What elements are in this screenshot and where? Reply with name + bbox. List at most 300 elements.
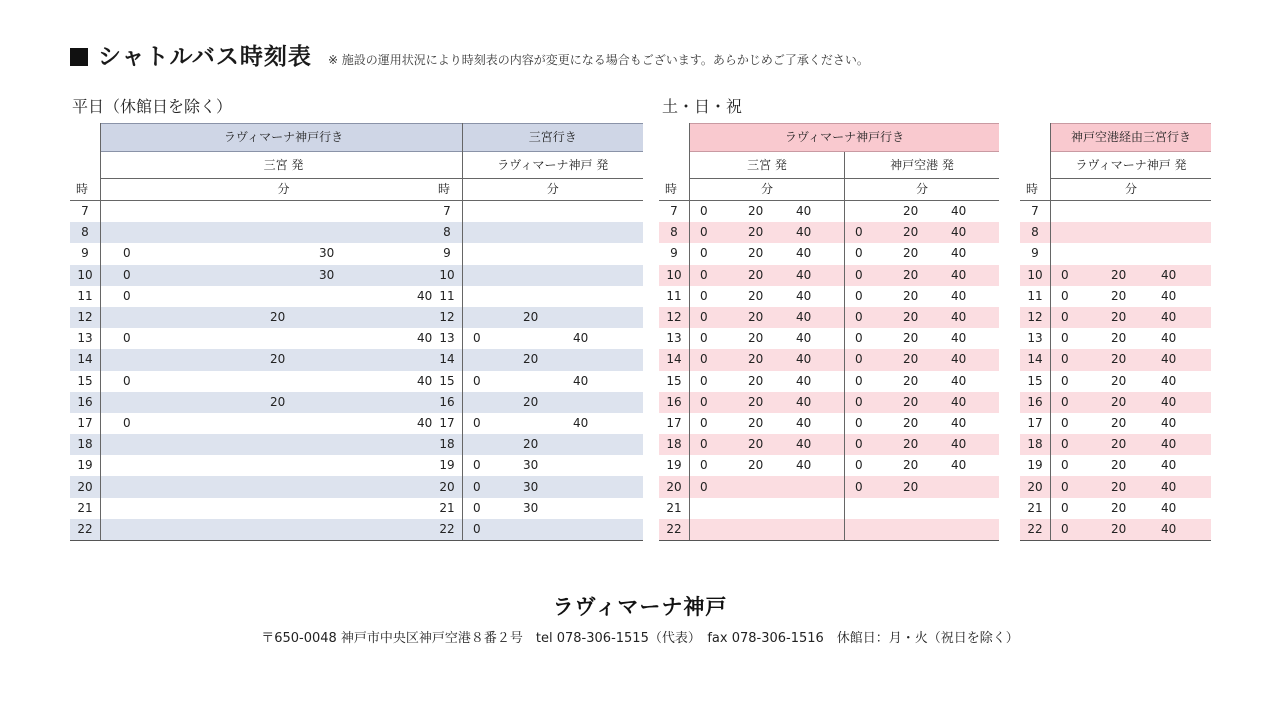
departure-minute: 20	[903, 373, 919, 388]
departure-minute: 0	[700, 310, 708, 325]
column-header-row	[1020, 179, 1211, 201]
departure-minute: 0	[123, 373, 131, 388]
minutes-cell	[845, 222, 1000, 243]
departure-minute: 20	[523, 437, 539, 452]
departure-minute: 40	[951, 204, 967, 219]
departure-minute: 20	[1111, 267, 1127, 282]
timetable	[70, 123, 466, 541]
hour-row	[432, 222, 643, 243]
hour-cell: 14	[432, 349, 463, 370]
hour-row	[70, 434, 466, 455]
page-header	[70, 38, 869, 71]
departure-minute: 20	[903, 310, 919, 325]
departure-minute: 30	[523, 500, 539, 515]
minutes-cell	[845, 349, 1000, 370]
departure-minute: 40	[417, 331, 433, 346]
hour-row	[432, 519, 643, 541]
minutes-cell	[690, 222, 845, 243]
minutes-cell	[1051, 413, 1212, 434]
minutes-cell	[101, 413, 467, 434]
departure-minute: 0	[700, 331, 708, 346]
departure-minute: 40	[796, 310, 812, 325]
minutes-cell	[690, 349, 845, 370]
minutes-cell	[101, 519, 467, 541]
departure-stop-label: ラヴィマーナ神戸 発	[463, 152, 643, 179]
departure-minute: 40	[1161, 458, 1177, 473]
departure-minute: 0	[700, 394, 708, 409]
departure-minute: 20	[748, 246, 764, 261]
timetable	[659, 123, 999, 541]
hour-row	[70, 243, 466, 264]
hour-row	[1020, 434, 1211, 455]
departure-minute: 20	[523, 352, 539, 367]
minutes-cell	[690, 498, 845, 519]
minutes-cell	[690, 243, 845, 264]
hour-cell: 19	[1020, 455, 1051, 476]
departure-minute: 0	[855, 458, 863, 473]
hour-row	[432, 286, 643, 307]
hour-cell: 12	[659, 307, 690, 328]
hour-header: 時	[1020, 179, 1051, 201]
departure-minute: 40	[951, 267, 967, 282]
departure-minute: 0	[855, 331, 863, 346]
departure-row	[1020, 152, 1211, 179]
hour-header: 時	[659, 179, 690, 201]
hour-row	[432, 265, 643, 286]
hour-cell: 18	[1020, 434, 1051, 455]
departure-minute: 0	[1061, 437, 1069, 452]
departure-minute: 40	[417, 415, 433, 430]
hour-row	[70, 328, 466, 349]
hour-cell: 12	[432, 307, 463, 328]
hour-row	[1020, 201, 1211, 223]
hour-cell: 21	[432, 498, 463, 519]
departure-minute: 0	[700, 204, 708, 219]
departure-minute: 20	[1111, 479, 1127, 494]
hour-cell: 7	[1020, 201, 1051, 223]
minutes-cell	[101, 371, 467, 392]
hour-cell: 8	[1020, 222, 1051, 243]
departure-minute: 0	[473, 500, 481, 515]
hour-cell: 11	[432, 286, 463, 307]
hour-row	[70, 265, 466, 286]
departure-minute: 40	[1161, 521, 1177, 536]
hour-cell: 8	[432, 222, 463, 243]
departure-minute: 40	[951, 373, 967, 388]
departure-stop-label: 神戸空港 発	[845, 152, 1000, 179]
departure-minute: 40	[573, 415, 589, 430]
hour-cell: 22	[1020, 519, 1051, 541]
hour-row	[1020, 498, 1211, 519]
minutes-cell	[845, 286, 1000, 307]
departure-minute: 40	[951, 437, 967, 452]
minutes-cell	[463, 349, 643, 370]
hour-cell: 17	[659, 413, 690, 434]
hour-cell: 13	[659, 328, 690, 349]
departure-minute: 20	[903, 352, 919, 367]
hour-row	[659, 498, 999, 519]
minutes-cell	[463, 498, 643, 519]
minutes-cell	[463, 476, 643, 497]
minutes-cell	[463, 328, 643, 349]
departure-minute: 40	[573, 331, 589, 346]
departure-minute: 0	[855, 373, 863, 388]
departure-minute: 20	[1111, 521, 1127, 536]
minutes-cell	[690, 286, 845, 307]
departure-minute: 20	[748, 225, 764, 240]
minutes-cell	[845, 328, 1000, 349]
minutes-cell	[463, 307, 643, 328]
minutes-cell	[845, 413, 1000, 434]
minute-header: 分	[463, 179, 643, 201]
departure-minute: 0	[855, 267, 863, 282]
hour-cell: 22	[70, 519, 101, 541]
departure-minute: 0	[123, 331, 131, 346]
hour-row	[1020, 286, 1211, 307]
minutes-cell	[101, 476, 467, 497]
departure-minute: 0	[700, 415, 708, 430]
hour-cell: 18	[659, 434, 690, 455]
minutes-cell	[1051, 307, 1212, 328]
hour-row	[70, 498, 466, 519]
departure-minute: 0	[855, 479, 863, 494]
departure-minute: 30	[319, 267, 335, 282]
hour-cell: 20	[659, 476, 690, 497]
hour-row	[70, 201, 466, 223]
departure-minute: 20	[1111, 310, 1127, 325]
minutes-cell	[1051, 201, 1212, 223]
departure-minute: 40	[796, 415, 812, 430]
hour-row	[659, 307, 999, 328]
departure-minute: 40	[951, 352, 967, 367]
hour-row	[70, 307, 466, 328]
departure-minute: 0	[855, 246, 863, 261]
departure-minute: 0	[1061, 288, 1069, 303]
hour-cell: 17	[70, 413, 101, 434]
departure-minute: 40	[417, 288, 433, 303]
departure-minute: 40	[796, 288, 812, 303]
departure-minute: 20	[748, 458, 764, 473]
hour-row	[432, 434, 643, 455]
departure-minute: 40	[951, 310, 967, 325]
hour-cell: 20	[432, 476, 463, 497]
hour-cell: 8	[659, 222, 690, 243]
hour-cell: 20	[70, 476, 101, 497]
departure-minute: 20	[903, 415, 919, 430]
hour-row	[659, 476, 999, 497]
minutes-cell	[690, 455, 845, 476]
hour-cell: 11	[1020, 286, 1051, 307]
minutes-cell	[845, 201, 1000, 223]
hour-row	[70, 519, 466, 541]
hour-row	[659, 434, 999, 455]
hour-row	[1020, 265, 1211, 286]
hour-row	[432, 243, 643, 264]
departure-minute: 40	[573, 373, 589, 388]
departure-minute: 0	[855, 415, 863, 430]
minutes-cell	[101, 243, 467, 264]
departure-minute: 20	[748, 310, 764, 325]
minutes-cell	[101, 498, 467, 519]
departure-minute: 40	[951, 458, 967, 473]
departure-minute: 0	[1061, 267, 1069, 282]
departure-minute: 20	[903, 458, 919, 473]
minutes-cell	[1051, 498, 1212, 519]
hour-row	[432, 392, 643, 413]
hour-row	[1020, 413, 1211, 434]
minutes-cell	[463, 371, 643, 392]
hour-cell: 12	[1020, 307, 1051, 328]
departure-minute: 20	[270, 310, 286, 325]
departure-minute: 0	[855, 352, 863, 367]
hour-row	[432, 201, 643, 223]
minutes-cell	[1051, 243, 1212, 264]
minutes-cell	[101, 286, 467, 307]
departure-minute: 20	[1111, 352, 1127, 367]
hour-cell: 14	[659, 349, 690, 370]
minutes-cell	[845, 455, 1000, 476]
departure-minute: 40	[796, 437, 812, 452]
departure-minute: 0	[1061, 352, 1069, 367]
minutes-cell	[101, 201, 467, 223]
departure-minute: 0	[700, 246, 708, 261]
departure-minute: 40	[796, 225, 812, 240]
minutes-cell	[101, 455, 467, 476]
hour-cell: 7	[659, 201, 690, 223]
departure-minute: 20	[748, 331, 764, 346]
departure-minute: 0	[1061, 331, 1069, 346]
minutes-cell	[463, 265, 643, 286]
departure-minute: 20	[1111, 500, 1127, 515]
route-title-row	[432, 124, 643, 152]
departure-minute: 0	[700, 352, 708, 367]
departure-minute: 0	[473, 415, 481, 430]
minutes-cell	[1051, 476, 1212, 497]
minutes-cell	[1051, 371, 1212, 392]
hour-row	[659, 328, 999, 349]
timetable	[1020, 123, 1211, 541]
hour-cell: 15	[659, 371, 690, 392]
hour-row	[659, 286, 999, 307]
minutes-cell	[463, 243, 643, 264]
departure-minute: 40	[796, 373, 812, 388]
departure-minute: 40	[1161, 373, 1177, 388]
hour-row	[659, 413, 999, 434]
hour-cell: 10	[1020, 265, 1051, 286]
minutes-cell	[845, 392, 1000, 413]
departure-minute: 20	[748, 373, 764, 388]
departure-minute: 20	[748, 204, 764, 219]
departure-minute: 0	[700, 373, 708, 388]
departure-minute: 0	[473, 479, 481, 494]
hour-cell: 21	[70, 498, 101, 519]
departure-minute: 40	[796, 331, 812, 346]
hour-row	[659, 455, 999, 476]
hour-cell: 22	[432, 519, 463, 541]
departure-minute: 40	[951, 246, 967, 261]
departure-minute: 0	[1061, 521, 1069, 536]
hour-cell: 14	[70, 349, 101, 370]
venue-name: ラヴィマーナ神戸	[552, 595, 728, 619]
minutes-cell	[690, 392, 845, 413]
departure-minute: 0	[1061, 500, 1069, 515]
minutes-cell	[101, 349, 467, 370]
departure-row	[70, 152, 466, 179]
departure-minute: 20	[1111, 458, 1127, 473]
departure-minute: 0	[700, 479, 708, 494]
hour-row	[1020, 222, 1211, 243]
departure-minute: 0	[855, 288, 863, 303]
minutes-cell	[690, 265, 845, 286]
hour-row	[1020, 455, 1211, 476]
hour-cell: 13	[70, 328, 101, 349]
hour-cell: 11	[70, 286, 101, 307]
minutes-cell	[463, 392, 643, 413]
hour-row	[70, 286, 466, 307]
minute-header: 分	[845, 179, 1000, 201]
departure-minute: 40	[1161, 479, 1177, 494]
hour-cell: 19	[659, 455, 690, 476]
departure-minute: 0	[700, 437, 708, 452]
minutes-cell	[845, 476, 1000, 497]
departure-minute: 40	[951, 225, 967, 240]
hour-cell: 10	[70, 265, 101, 286]
minutes-cell	[101, 434, 467, 455]
hour-row	[432, 307, 643, 328]
minutes-cell	[101, 307, 467, 328]
departure-minute: 0	[700, 288, 708, 303]
minutes-cell	[463, 201, 643, 223]
departure-minute: 20	[1111, 415, 1127, 430]
departure-minute: 20	[903, 331, 919, 346]
hour-cell: 17	[1020, 413, 1051, 434]
departure-minute: 0	[1061, 310, 1069, 325]
departure-minute: 20	[748, 267, 764, 282]
departure-stop-label: 三宮 発	[101, 152, 467, 179]
departure-minute: 40	[796, 267, 812, 282]
departure-minute: 20	[1111, 331, 1127, 346]
hour-cell: 9	[659, 243, 690, 264]
minutes-cell	[845, 371, 1000, 392]
hour-cell: 10	[659, 265, 690, 286]
departure-minute: 0	[123, 288, 131, 303]
hour-cell: 8	[70, 222, 101, 243]
minutes-cell	[845, 434, 1000, 455]
minutes-cell	[845, 498, 1000, 519]
departure-stop-label: 三宮 発	[690, 152, 845, 179]
departure-minute: 40	[1161, 288, 1177, 303]
minutes-cell	[1051, 349, 1212, 370]
departure-stop-label: ラヴィマーナ神戸 発	[1051, 152, 1212, 179]
minutes-cell	[690, 201, 845, 223]
minutes-cell	[690, 371, 845, 392]
minutes-cell	[463, 455, 643, 476]
departure-row	[659, 152, 999, 179]
minutes-cell	[1051, 519, 1212, 541]
minutes-cell	[1051, 434, 1212, 455]
departure-minute: 0	[700, 458, 708, 473]
hour-cell: 14	[1020, 349, 1051, 370]
hour-row	[70, 222, 466, 243]
column-header-row	[659, 179, 999, 201]
departure-minute: 20	[523, 310, 539, 325]
minute-header: 分	[690, 179, 845, 201]
hour-row	[659, 371, 999, 392]
departure-minute: 40	[1161, 500, 1177, 515]
departure-minute: 40	[417, 373, 433, 388]
hour-row	[659, 265, 999, 286]
departure-minute: 0	[473, 331, 481, 346]
departure-minute: 0	[855, 437, 863, 452]
departure-minute: 0	[855, 394, 863, 409]
hour-cell: 15	[70, 371, 101, 392]
hour-cell: 15	[1020, 371, 1051, 392]
hour-cell: 17	[432, 413, 463, 434]
hour-cell: 11	[659, 286, 690, 307]
venue-address: 〒650-0048 神戸市中央区神戸空港８番２号 tel 078-306-1515（代表） fax 078-306-1516 休館日：月・火（祝日を除く）	[261, 631, 1019, 646]
hour-cell: 22	[659, 519, 690, 541]
square-bullet-icon	[70, 48, 88, 66]
route-title: 三宮行き	[463, 124, 643, 152]
minutes-cell	[845, 243, 1000, 264]
minutes-cell	[463, 286, 643, 307]
route-title-row	[659, 124, 999, 152]
weekday-to-sannomiya-table	[432, 123, 643, 541]
departure-minute: 40	[951, 394, 967, 409]
hour-cell: 21	[1020, 498, 1051, 519]
departure-minute: 40	[1161, 352, 1177, 367]
hour-cell: 18	[432, 434, 463, 455]
hour-cell: 12	[70, 307, 101, 328]
minute-header: 分	[1051, 179, 1212, 201]
departure-minute: 40	[1161, 331, 1177, 346]
hour-cell: 13	[1020, 328, 1051, 349]
departure-minute: 0	[123, 246, 131, 261]
departure-minute: 0	[473, 521, 481, 536]
departure-minute: 40	[951, 415, 967, 430]
departure-minute: 0	[1061, 458, 1069, 473]
departure-minute: 20	[1111, 437, 1127, 452]
minutes-cell	[101, 265, 467, 286]
departure-minute: 30	[319, 246, 335, 261]
departure-minute: 20	[748, 415, 764, 430]
departure-minute: 30	[523, 458, 539, 473]
weekend-section-label: 土・日・祝	[662, 97, 743, 116]
departure-minute: 0	[473, 373, 481, 388]
hour-cell: 16	[659, 392, 690, 413]
route-title: ラヴィマーナ神戸行き	[101, 124, 467, 152]
schedule-note: ※ 施設の運用状況により時刻表の内容が変更になる場合もございます。あらかじめご了承ください。	[327, 53, 869, 67]
departure-minute: 0	[1061, 373, 1069, 388]
minutes-cell	[690, 328, 845, 349]
hour-header: 時	[432, 179, 463, 201]
hour-row	[1020, 349, 1211, 370]
minute-header: 分	[101, 179, 467, 201]
departure-minute: 0	[855, 225, 863, 240]
hour-row	[432, 476, 643, 497]
hour-row	[432, 328, 643, 349]
hour-row	[659, 519, 999, 541]
departure-minute: 40	[796, 458, 812, 473]
departure-minute: 40	[951, 288, 967, 303]
page-title	[70, 38, 312, 71]
minutes-cell	[1051, 328, 1212, 349]
hour-row	[1020, 243, 1211, 264]
departure-minute: 40	[1161, 394, 1177, 409]
minutes-cell	[1051, 455, 1212, 476]
route-title: 神戸空港経由三宮行き	[1051, 124, 1212, 152]
hour-cell: 13	[432, 328, 463, 349]
